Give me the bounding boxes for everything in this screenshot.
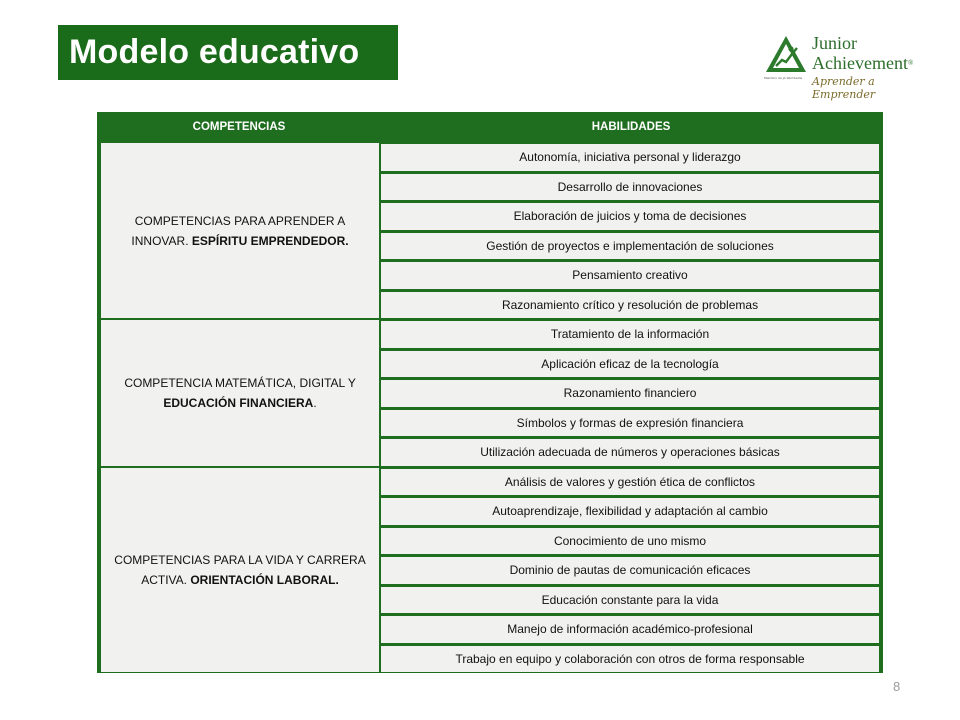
logo-line-junior: Junior: [812, 33, 857, 53]
logo-tagline: Aprender a Emprender: [812, 75, 876, 101]
competency-text-bold: EDUCACIÓN FINANCIERA: [163, 395, 314, 410]
skill-row: Gestión de proyectos e implementación de soluciones: [381, 233, 879, 260]
skill-row: Desarrollo de innovaciones: [381, 174, 879, 201]
skill-row: Razonamiento financiero: [381, 380, 879, 407]
competency-cell: [101, 468, 379, 673]
competency-text: COMPETENCIAS PARA APRENDER A INNOVAR.: [131, 213, 346, 248]
junior-achievement-logo: [764, 30, 930, 101]
competency-cell: [101, 320, 379, 466]
skill-row: Razonamiento crítico y resolución de problemas: [381, 292, 879, 319]
competency-text-tail: .: [313, 395, 317, 410]
header-habilidades: HABILIDADES: [591, 121, 671, 133]
skill-row: Autonomía, iniciativa personal y liderazgo: [381, 144, 879, 171]
logo-small-text: Miembro de JA Worldwide: [764, 76, 803, 80]
skill-row: Dominio de pautas de comunicación eficaces: [381, 557, 879, 584]
skill-row: Trabajo en equipo y colaboración con otros de forma responsable: [381, 646, 879, 673]
skill-row: Conocimiento de uno mismo: [381, 528, 879, 555]
skill-row: Educación constante para la vida: [381, 587, 879, 614]
skill-row: Análisis de valores y gestión ética de conflictos: [381, 469, 879, 496]
skill-row: Utilización adecuada de números y operaciones básicas: [381, 439, 879, 466]
competency-text-bold: ORIENTACIÓN LABORAL.: [190, 572, 339, 587]
slide-title: Modelo educativo: [58, 25, 398, 80]
skill-row: Manejo de información académico-profesional: [381, 616, 879, 643]
table-header: [97, 112, 883, 142]
competencies-table: [97, 112, 883, 673]
skill-row: Aplicación eficaz de la tecnología: [381, 351, 879, 378]
skill-row: Pensamiento creativo: [381, 262, 879, 289]
competency-cell: [101, 143, 379, 318]
skill-row: Elaboración de juicios y toma de decisiones: [381, 203, 879, 230]
triangle-person-icon: [764, 34, 808, 74]
competency-text: COMPETENCIA MATEMÁTICA, DIGITAL Y: [124, 375, 356, 390]
skill-row: Autoaprendizaje, flexibilidad y adaptación al cambio: [381, 498, 879, 525]
skill-row: Tratamiento de la información: [381, 321, 879, 348]
header-competencias: COMPETENCIAS: [192, 121, 286, 133]
logo-line-achievement: Achievement®: [812, 53, 914, 73]
competency-text-bold: ESPÍRITU EMPRENDEDOR.: [191, 233, 349, 248]
competency-text: COMPETENCIAS PARA LA VIDA Y CARRERA ACTIVA.: [114, 552, 366, 587]
skill-row: Símbolos y formas de expresión financiera: [381, 410, 879, 437]
page-number: 8: [893, 679, 901, 694]
